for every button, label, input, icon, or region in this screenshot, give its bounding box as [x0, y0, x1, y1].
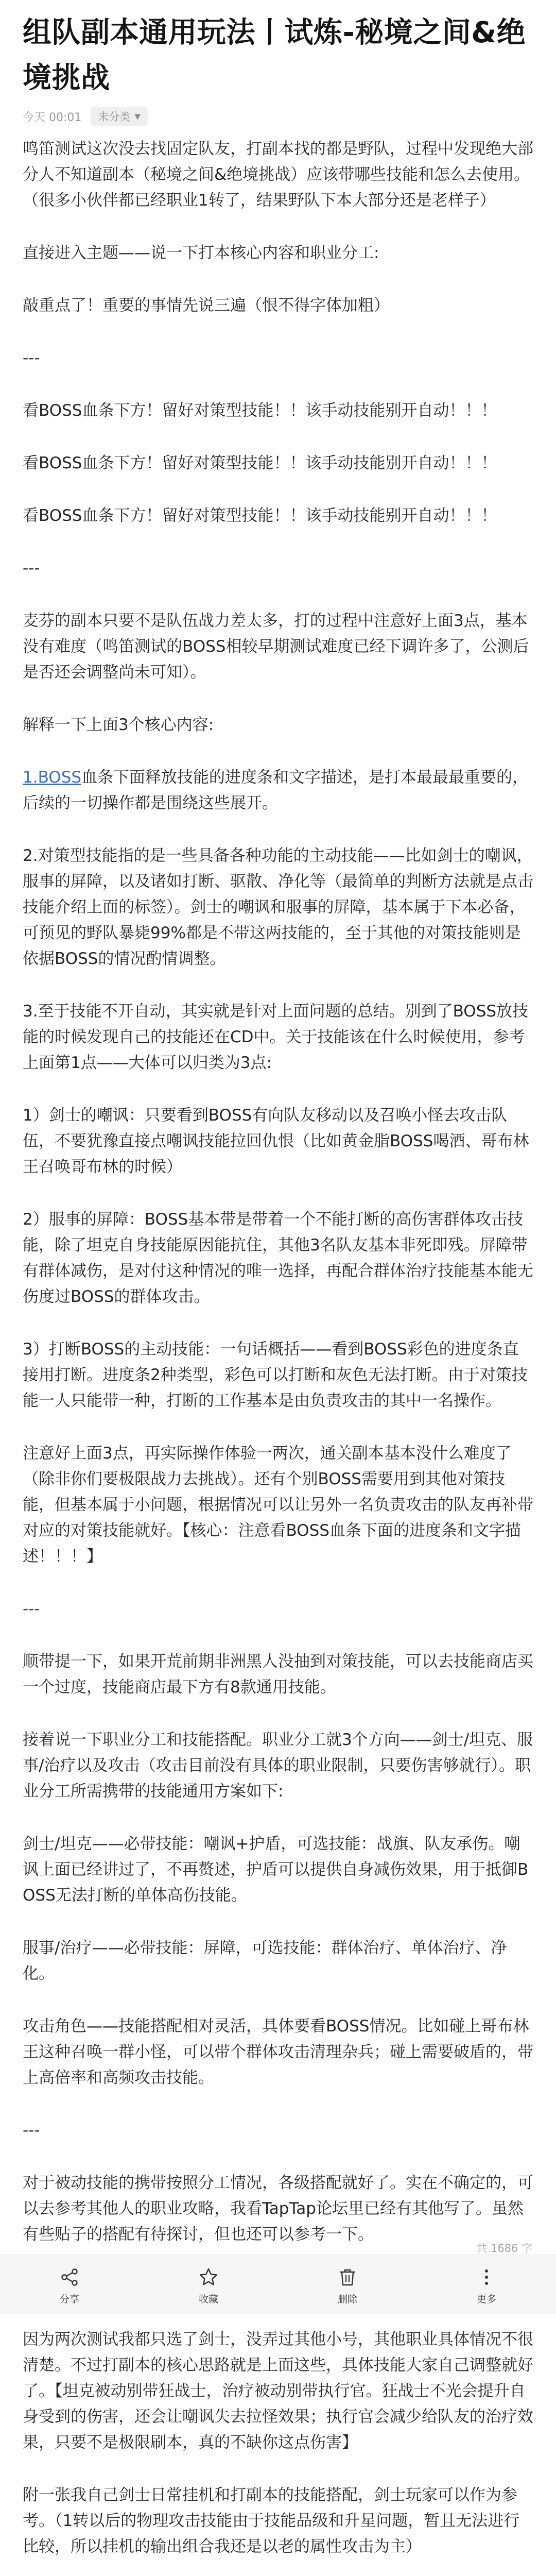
- share-label: 分享: [59, 2294, 79, 2305]
- note-paragraph: 看BOSS血条下方！留好对策型技能！！该手动技能别开自动！！！: [23, 401, 497, 420]
- favorite-label: 收藏: [198, 2294, 218, 2305]
- note-paragraph: 攻击角色——技能搭配相对灵活，具体要看BOSS情况。比如碰上哥布林王这种召唤一群小怪，可以带个群体攻击清理杂兵；碰上需要破盾的，带上高倍率和高频攻击技能。: [23, 2017, 533, 2087]
- note-paragraph: 因为两次测试我都只选了剑士，没弄过其他小号，其他职业具体情况不很清楚。不过打副本的核心思路就是上面这些，具体技能大家自己调整就好了。【坦克被动别带狂战士，治疗被动别带执行官。狂战士不光会提升自身受到的伤害，还会让嘲讽失去拉怪效果；执行官会减少给队友的治疗效果，只要不是极限刷本，真的不缺你这点伤害】: [23, 2330, 533, 2452]
- note-paragraph: 看BOSS血条下方！留好对策型技能！！该手动技能别开自动！！！: [23, 506, 497, 525]
- note-paragraph: 接着说一下职业分工和技能搭配。职业分工就3个方向——剑士/坦克、服事/治疗以及攻击（攻击目前没有具体的职业限制，只要伤害够就行）。职业分工所需携带的技能通用方案如下:: [23, 1731, 533, 1801]
- more-label: 更多: [476, 2294, 496, 2305]
- category-selector[interactable]: [91, 107, 148, 126]
- note-time: 今天 00:01: [23, 111, 82, 124]
- auto-link[interactable]: 1.BOSS: [23, 768, 82, 787]
- note-paragraph: 鸣笛测试这次没去找固定队友，打副本找的都是野队，过程中发现绝大部分人不知道副本（秘境之间&绝境挑战）应该带哪些技能和怎么去使用。（很多小伙伴都已经职业1转了，结果野队下本大部分还是老样子）: [23, 140, 533, 210]
- share-button[interactable]: [0, 2255, 139, 2314]
- more-button[interactable]: [417, 2255, 556, 2314]
- star-icon: [198, 2267, 219, 2287]
- separator-line: ---: [23, 349, 40, 367]
- separator-line: ---: [23, 2121, 40, 2140]
- category-label: 未分类: [98, 111, 131, 123]
- note-paragraph: 看BOSS血条下方！留好对策型技能！！该手动技能别开自动！！！: [23, 454, 497, 472]
- note-paragraph: 麦芬的副本只要不是队伍战力差太多，打的过程中注意好上面3点，基本没有难度（鸣笛测试的BOSS相较早期测试难度已经下调许多了，公测后是否还会调整尚未可知）。: [23, 612, 529, 682]
- word-count: 共 1686 字: [476, 2242, 532, 2255]
- bottom-toolbar: [0, 2255, 556, 2314]
- note-paragraph: 2）服事的屏障：BOSS基本带是带着一个不能打断的高伤害群体攻击技能，除了坦克自身技能原因能抗住，其他3名队友基本非死即残。屏障带有群体减伤，是对付这种情况的唯一选择，再配合群体治疗技能基本能无伤度过BOSS的群体攻击。: [23, 1210, 533, 1306]
- note-paragraph: 剑士/坦克——必带技能：嘲讽+护盾，可选技能：战旗、队友承伤。嘲讽上面已经讲过了，不再赘述，护盾可以提供自身减伤效果，用于抵御BOSS无法打断的单体高伤技能。: [23, 1835, 529, 1905]
- delete-button[interactable]: [278, 2255, 417, 2314]
- delete-label: 删除: [337, 2294, 357, 2305]
- note-paragraph: 直接进入主题——说一下打本核心内容和职业分工:: [23, 244, 379, 262]
- note-paragraph: 解释一下上面3个核心内容:: [23, 716, 214, 734]
- note-title: 组队副本通用玩法丨试炼-秘境之间&绝境挑战: [23, 16, 526, 95]
- note-meta: [23, 106, 533, 127]
- trash-icon: [337, 2267, 358, 2287]
- note-paragraph: 敲重点了！重要的事情先说三遍（恨不得字体加粗）: [23, 296, 390, 315]
- note-paragraph: 对于被动技能的携带按照分工情况，各级搭配就好了。实在不确定的，可以去参考其他人的职业攻略，我看TapTap论坛里已经有其他写了。虽然有些贴子的搭配有待探讨，但也还可以参考一下。: [23, 2174, 533, 2244]
- note-paragraph: 附一张我自己剑士日常挂机和打副本的技能搭配，剑士玩家可以作为参考。（1转以后的物理攻击技能由于技能品级和升星问题，暂且无法进行比较，所以挂机的输出组合我还是以老的属性攻击为主）: [23, 2486, 520, 2556]
- share-icon: [59, 2267, 80, 2287]
- note-paragraph: 注意好上面3点，再实际操作体验一两次，通关副本基本没什么难度了（除非你们要极限战力去挑战）。还有个别BOSS需要用到其他对策技能，但基本属于小问题，根据情况可以让另外一名负责攻击的队友再补带对应的对策技能就好。【核心：注意看BOSS血条下面的进度条和文字描述！！！】: [23, 1444, 533, 1566]
- more-dots-icon: [476, 2267, 497, 2287]
- note-paragraph: 3）打断BOSS的主动技能：一句话概括——看到BOSS彩色的进度条直接用打断。进度条2种类型，彩色可以打断和灰色无法打断。由于对策技能一人只能带一种，打断的工作基本是由负责攻击的其中一名操作。: [23, 1340, 528, 1410]
- favorite-button[interactable]: [139, 2255, 278, 2314]
- note-paragraph: 1.BOSS血条下面释放技能的进度条和文字描述，是打本最最最重要的，后续的一切操作都是围绕这些展开。: [23, 768, 529, 812]
- note-body[interactable]: [23, 136, 533, 2576]
- note-paragraph: 2.对策型技能指的是一些具备各种功能的主动技能——比如剑士的嘲讽，服事的屏障，以及诸如打断、驱散、净化等（最简单的判断方法就是点击技能介绍上面的标签）。剑士的嘲讽和服事的屏障，基本属于下本必备，可预见的野队暴毙99%都是不带这两技能的，至于其他的对策技能则是依据BOSS的情况酌情调整。: [23, 846, 533, 968]
- chevron-down-icon: ▼: [134, 112, 141, 121]
- note-paragraph: 1）剑士的嘲讽：只要看到BOSS有向队友移动以及召唤小怪去攻击队伍，不要犹豫直接点嘲讽技能拉回仇恨（比如黄金脂BOSS喝酒、哥布林王召唤哥布林的时候）: [23, 1106, 529, 1176]
- separator-line: ---: [23, 559, 40, 578]
- separator-line: ---: [23, 1600, 40, 1618]
- note-paragraph: 服事/治疗——必带技能：屏障，可选技能：群体治疗、单体治疗、净化。: [23, 1939, 507, 1983]
- note-paragraph: 3.至于技能不开自动，其实就是针对上面问题的总结。别到了BOSS放技能的时候发现自己的技能还在CD中。关于技能该在什么时候使用，参考上面第1点——大体可以归类为3点:: [23, 1002, 529, 1072]
- note-paragraph: 顺带提一下，如果开荒前期非洲黑人没抽到对策技能，可以去技能商店买一个过度，技能商店最下方有8款通用技能。: [23, 1652, 533, 1697]
